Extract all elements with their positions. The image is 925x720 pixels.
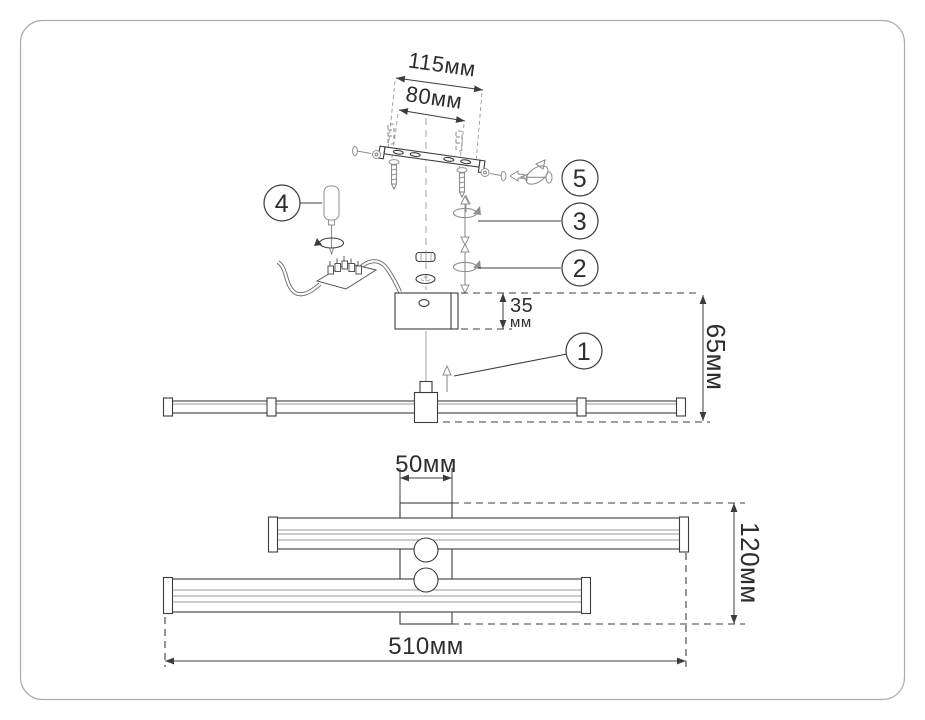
coupler-nut <box>416 253 435 262</box>
front-pivot-lower <box>414 568 438 592</box>
side-mount-stem <box>420 382 432 393</box>
dim-bracket-length: 115мм <box>406 47 478 82</box>
front-bottom-bar <box>164 578 591 614</box>
dim-wall-offset: 65мм <box>701 323 731 391</box>
callout-3-label: 3 <box>572 208 588 236</box>
dim-canopy-depth-value: 35 <box>510 295 534 317</box>
callout-1-label: 1 <box>576 338 592 366</box>
dim-hole-spacing: 80мм <box>404 81 464 114</box>
callout-2-label: 2 <box>572 255 588 283</box>
side-collar-right <box>577 398 586 416</box>
dim-fixture-length: 510мм <box>388 633 464 660</box>
dim-fixture-height: 120мм <box>735 522 765 604</box>
callout-5-label: 5 <box>572 165 588 193</box>
dim-canopy-depth-unit: мм <box>510 314 532 331</box>
ceiling-canopy-box <box>395 293 458 329</box>
side-collar-left <box>267 398 276 416</box>
dim-canopy-width: 50мм <box>395 451 457 478</box>
side-end-cap-left <box>164 398 173 416</box>
side-end-cap-right <box>677 398 686 416</box>
callout-4-label: 4 <box>274 190 290 218</box>
side-mount-block <box>415 393 438 423</box>
front-top-bar <box>269 517 689 552</box>
front-pivot-upper <box>414 538 438 562</box>
